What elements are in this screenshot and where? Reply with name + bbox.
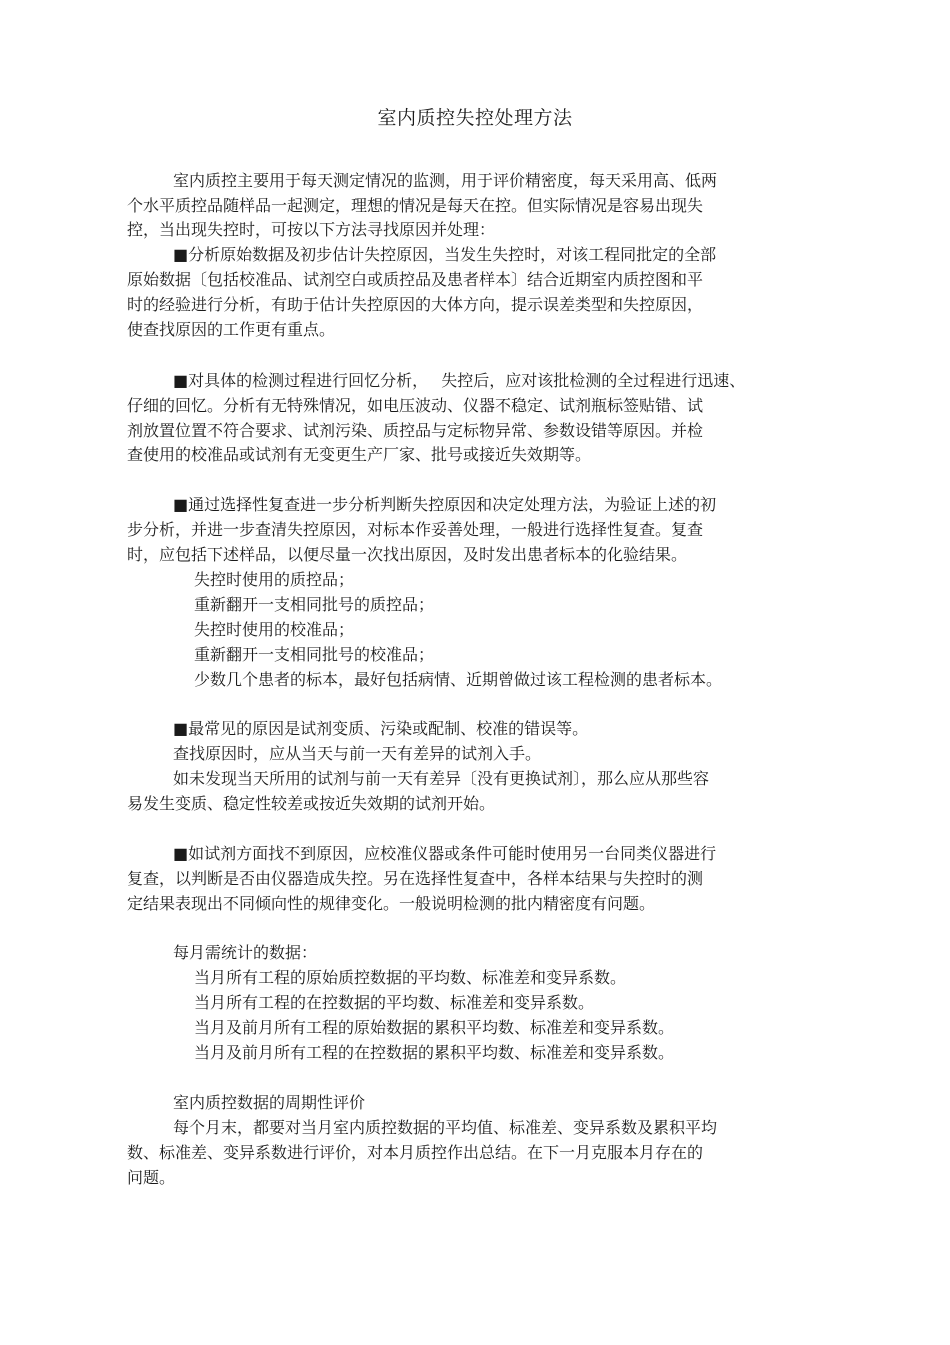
text-line: 数、标准差、变异系数进行评价，对本月质控作出总结。在下一月克服本月存在的 [127,1143,704,1162]
text-line: 复查，以判断是否由仪器造成失控。另在选择性复查中，各样本结果与失控时的测 [127,869,704,888]
list-item: 当月及前月所有工程的在控数据的累积平均数、标准差和变异系数。 [194,1043,675,1062]
list-item: 重新翻开一支相同批号的质控品； [194,595,435,614]
text-line: 定结果表现出不同倾向性的规律变化。一般说明检测的批内精密度有问题。 [127,894,656,913]
text-line: 剂放置位置不符合要求、试剂污染、质控品与定标物异常、参数设错等原因。并检 [127,421,704,440]
list-item: 当月所有工程的原始质控数据的平均数、标准差和变异系数。 [194,968,627,987]
text-line: ■通过选择性复查进一步分析判断失控原因和决定处理方法，为验证上述的初 [173,495,717,514]
list-item: 失控时使用的质控品； [194,570,355,589]
section-heading: 室内质控数据的周期性评价 [173,1093,366,1112]
text-line: 查使用的校准品或试剂有无变更生产厂家、批号或接近失效期等。 [127,445,592,464]
document-title: 室内质控失控处理方法 [377,107,573,129]
list-item: 当月及前月所有工程的原始数据的累积平均数、标准差和变异系数。 [194,1018,675,1037]
text-line: 易发生变质、稳定性较差或按近失效期的试剂开始。 [127,794,496,813]
text-line: ■如试剂方面找不到原因，应校准仪器或条件可能时使用另一台同类仪器进行 [173,844,717,863]
text-line: 使查找原因的工作更有重点。 [127,320,336,339]
text-line: 问题。 [127,1168,176,1187]
section-heading: 每月需统计的数据： [173,943,318,962]
list-item: 失控时使用的校准品； [194,620,355,639]
list-item: 当月所有工程的在控数据的平均数、标准差和变异系数。 [194,993,595,1012]
text-line: 个水平质控品随样品一起测定，理想的情况是每天在控。但实际情况是容易出现失 [127,196,704,215]
text-line: 原始数据〔包括校准品、试剂空白或质控品及患者样本〕结合近期室内质控图和平 [127,270,704,289]
list-item: 重新翻开一支相同批号的校准品； [194,645,435,664]
text-line: 每个月末，都要对当月室内质控数据的平均值、标准差、变异系数及累积平均 [173,1118,718,1137]
text-line: 步分析，并进一步查清失控原因，对标本作妥善处理，一般进行选择性复查。复查 [127,520,704,539]
text-line: ■最常见的原因是试剂变质、污染或配制、校准的错误等。 [173,719,589,738]
text-line: 控，当出现失控时，可按以下方法寻找原因并处理： [127,220,496,239]
text-line: 时，应包括下述样品，以便尽量一次找出原因，及时发出患者标本的化验结果。 [127,545,688,564]
text-line: ■对具体的检测过程进行回忆分析， 失控后，应对该批检测的全过程进行迅速、 [173,371,746,390]
text-line: 时的经验进行分析，有助于估计失控原因的大体方向，提示误差类型和失控原因， [127,295,704,314]
list-item: 少数几个患者的标本，最好包括病情、近期曾做过该工程检测的患者标本。 [194,670,723,689]
text-line: 室内质控主要用于每天测定情况的监测，用于评价精密度，每天采用高、低两 [173,171,718,190]
text-line: 如未发现当天所用的试剂与前一天有差异〔没有更换试剂〕，那么应从那些容 [173,769,710,788]
text-line: ■分析原始数据及初步估计失控原因，当发生失控时，对该工程同批定的全部 [173,245,717,264]
text-line: 仔细的回忆。分析有无特殊情况，如电压波动、仪器不稳定、试剂瓶标签贴错、试 [127,396,704,415]
text-line: 查找原因时，应从当天与前一天有差异的试剂入手。 [173,744,542,763]
